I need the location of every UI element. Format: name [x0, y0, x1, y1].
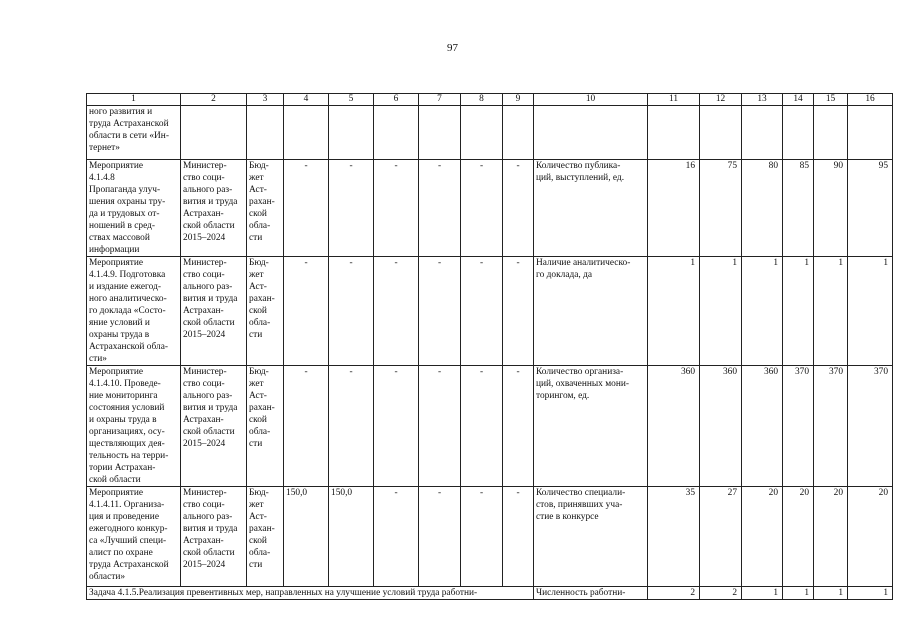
table-cell	[848, 106, 893, 160]
table-cell: 35	[648, 487, 700, 587]
task-indicator: Численность работни-	[534, 587, 648, 600]
task-value: 2	[700, 587, 742, 600]
table-cell: Министер- ство соци- ального раз- вития и труда Астрахан- ской области 2015–2024	[181, 366, 247, 487]
task-value: 1	[814, 587, 848, 600]
table-cell: Мероприятие 4.1.4.10. Проведе- ние мониторинга состояния условий и охраны труда в организациях, осу- ществляющих дея- тельность на терри- тории Астрахан- ской области	[87, 366, 181, 487]
column-header-16: 16	[848, 94, 893, 106]
header-row	[87, 94, 893, 106]
column-header-5: 5	[329, 94, 374, 106]
table-cell: -	[284, 160, 329, 257]
table-cell: 1	[814, 257, 848, 366]
table-cell: Количество организа- ций, охваченных мони- торингом, ед.	[534, 366, 648, 487]
column-header-9: 9	[503, 94, 534, 106]
table-cell: -	[419, 487, 461, 587]
table-cell: -	[461, 160, 503, 257]
table-cell: -	[284, 257, 329, 366]
table-cell: 75	[700, 160, 742, 257]
table-cell: 370	[848, 366, 893, 487]
table-cell: 1	[783, 257, 814, 366]
table-cell: 95	[848, 160, 893, 257]
table-cell: 360	[700, 366, 742, 487]
table-cell: 20	[814, 487, 848, 587]
table-row	[87, 487, 893, 587]
table-row	[87, 106, 893, 160]
table-cell: Министер- ство соци- ального раз- вития и труда Астрахан- ской области 2015–2024	[181, 257, 247, 366]
table-cell	[461, 106, 503, 160]
table-cell: -	[419, 257, 461, 366]
column-header-10: 10	[534, 94, 648, 106]
column-header-4: 4	[284, 94, 329, 106]
column-header-15: 15	[814, 94, 848, 106]
table-cell: -	[419, 160, 461, 257]
table-cell	[503, 106, 534, 160]
column-header-1: 1	[87, 94, 181, 106]
table-cell: 1	[648, 257, 700, 366]
table-cell: 85	[783, 160, 814, 257]
column-header-13: 13	[742, 94, 783, 106]
table-cell: -	[461, 257, 503, 366]
column-header-7: 7	[419, 94, 461, 106]
table-cell: -	[374, 160, 419, 257]
column-header-14: 14	[783, 94, 814, 106]
table-cell: 1	[848, 257, 893, 366]
table-cell: -	[461, 366, 503, 487]
table-cell: Количество специали- стов, принявших уча- стие в конкурсе	[534, 487, 648, 587]
program-activities-table	[86, 93, 893, 600]
table-cell	[742, 106, 783, 160]
table-cell: 370	[814, 366, 848, 487]
table-cell: -	[461, 487, 503, 587]
page-number: 97	[447, 42, 458, 54]
table-row	[87, 257, 893, 366]
table-cell: 150,0	[329, 487, 374, 587]
table-cell	[814, 106, 848, 160]
table-cell	[374, 106, 419, 160]
table-cell: -	[374, 487, 419, 587]
table-cell: Бюд- жет Аст- рахан- ской обла- сти	[247, 487, 284, 587]
table-cell: 20	[742, 487, 783, 587]
table-cell: -	[374, 366, 419, 487]
table-cell: 20	[783, 487, 814, 587]
task-value: 1	[783, 587, 814, 600]
table-cell: Мероприятие 4.1.4.8 Пропаганда улуч- шения охраны тру- да и трудовых от- ношений в сред- ствах массовой информации	[87, 160, 181, 257]
table-cell: -	[503, 366, 534, 487]
table-cell: Министер- ство соци- ального раз- вития и труда Астрахан- ской области 2015–2024	[181, 487, 247, 587]
table-cell: 370	[783, 366, 814, 487]
table-cell: ного развития и труда Астраханской области в сети «Ин- тернет»	[87, 106, 181, 160]
table-cell: -	[503, 160, 534, 257]
task-description: Задача 4.1.5.Реализация превентивных мер, направленных на улучшение условий труда работни-	[87, 587, 534, 600]
table-cell: 360	[742, 366, 783, 487]
table-cell	[284, 106, 329, 160]
table-cell: Бюд- жет Аст- рахан- ской обла- сти	[247, 366, 284, 487]
table-cell: Бюд- жет Аст- рахан- ской обла- сти	[247, 160, 284, 257]
table-cell: 20	[848, 487, 893, 587]
column-header-2: 2	[181, 94, 247, 106]
table-cell	[648, 106, 700, 160]
table-cell: Наличие аналитическо- го доклада, да	[534, 257, 648, 366]
task-row	[87, 587, 893, 600]
table-cell	[700, 106, 742, 160]
column-header-6: 6	[374, 94, 419, 106]
table-cell: Количество публика- ций, выступлений, ед.	[534, 160, 648, 257]
table-cell: -	[329, 160, 374, 257]
table-cell: -	[419, 366, 461, 487]
table-cell: -	[503, 487, 534, 587]
table-cell: -	[284, 366, 329, 487]
table-cell	[534, 106, 648, 160]
table-cell: Мероприятие 4.1.4.11. Организа- ция и проведение ежегодного конкур- са «Лучший специ- алист по охране труда Астраханской области»	[87, 487, 181, 587]
table-cell	[419, 106, 461, 160]
table-cell: -	[374, 257, 419, 366]
task-value: 2	[648, 587, 700, 600]
table-cell: 360	[648, 366, 700, 487]
column-header-11: 11	[648, 94, 700, 106]
table-cell: Мероприятие 4.1.4.9. Подготовка и издание ежегод- ного аналитическо- го доклада «Состо- яние условий и охраны труда в Астраханской обла- сти»	[87, 257, 181, 366]
table-cell: 1	[700, 257, 742, 366]
table-row	[87, 366, 893, 487]
table-cell: -	[503, 257, 534, 366]
column-header-12: 12	[700, 94, 742, 106]
column-header-8: 8	[461, 94, 503, 106]
table-cell: Министер- ство соци- ального раз- вития и труда Астрахан- ской области 2015–2024	[181, 160, 247, 257]
table-cell: 80	[742, 160, 783, 257]
table-cell: 1	[742, 257, 783, 366]
table-cell: -	[329, 366, 374, 487]
table-cell: 90	[814, 160, 848, 257]
table-cell: 150,0	[284, 487, 329, 587]
table-cell	[783, 106, 814, 160]
table-cell: 27	[700, 487, 742, 587]
table-cell	[247, 106, 284, 160]
table-cell	[329, 106, 374, 160]
table-cell: 16	[648, 160, 700, 257]
table-row	[87, 160, 893, 257]
table-cell	[181, 106, 247, 160]
table-cell: -	[329, 257, 374, 366]
table-cell: Бюд- жет Аст- рахан- ской обла- сти	[247, 257, 284, 366]
column-header-3: 3	[247, 94, 284, 106]
task-value: 1	[742, 587, 783, 600]
task-value: 1	[848, 587, 893, 600]
